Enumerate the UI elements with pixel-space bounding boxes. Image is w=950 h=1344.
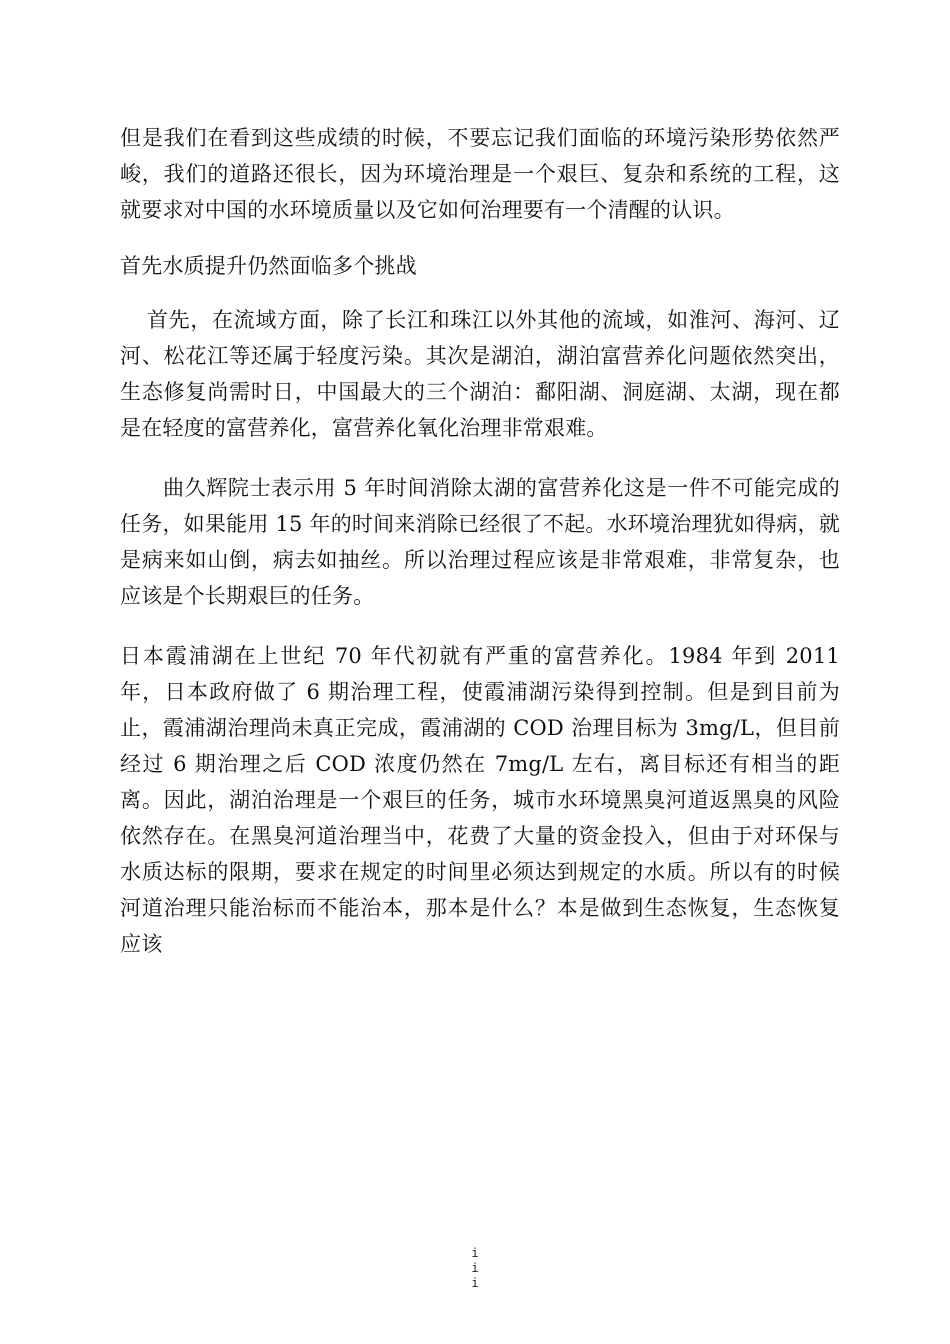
section-heading: 首先水质提升仍然面临多个挑战	[120, 254, 417, 278]
paragraph-kasumigaura: 日本霞浦湖在上世纪 70 年代初就有严重的富营养化。1984 年到 2011 年，日本政府做了 6 期治理工程，使霞浦湖污染得到控制。但是到目前为止，霞浦湖治理尚未真正完成，霞浦湖的 COD 治理目标为 3mg/L，但目前经过 6 期治理之后 COD 浓度仍然在 7mg/L 左右，离目标还有相当的距离。因此，湖泊治理是一个艰巨的任务，城市水环境黑臭河道返黑臭的风险依然存在。在黑臭河道治理当中，花费了大量的资金投入，但由于对环保与水质达标的限期，要求在规定的时间里必须达到规定的水质。所以有的时候河道治理只能治标而不能治本，那本是什么？本是做到生态恢复，生态恢复应该	[120, 644, 840, 956]
document-body	[120, 120, 840, 962]
paragraph-basins-lakes: 首先，在流域方面，除了长江和珠江以外其他的流域，如淮河、海河、辽河、松花江等还属于轻度污染。其次是湖泊，湖泊富营养化问题依然突出，生态修复尚需时日，中国最大的三个湖泊：鄱阳湖、洞庭湖、太湖，现在都是在轻度的富营养化，富营养化氧化治理非常艰难。	[120, 308, 840, 440]
paragraph-academician-quote: 曲久辉院士表示用 5 年时间消除太湖的富营养化这是一件不可能完成的任务，如果能用 15 年的时间来消除已经很了不起。水环境治理犹如得病，就是病来如山倒，病去如抽丝。所以治理过程应该是非常艰难，非常复杂，也应该是个长期艰巨的任务。	[120, 476, 840, 608]
page-footer	[0, 1246, 950, 1291]
page-number-mark: i	[471, 1246, 479, 1260]
page-number-mark: i	[471, 1276, 479, 1290]
paragraph-intro: 但是我们在看到这些成绩的时候，不要忘记我们面临的环境污染形势依然严峻，我们的道路还很长，因为环境治理是一个艰巨、复杂和系统的工程，这就要求对中国的水环境质量以及它如何治理要有一个清醒的认识。	[120, 126, 840, 222]
page-number-mark: i	[471, 1261, 479, 1275]
